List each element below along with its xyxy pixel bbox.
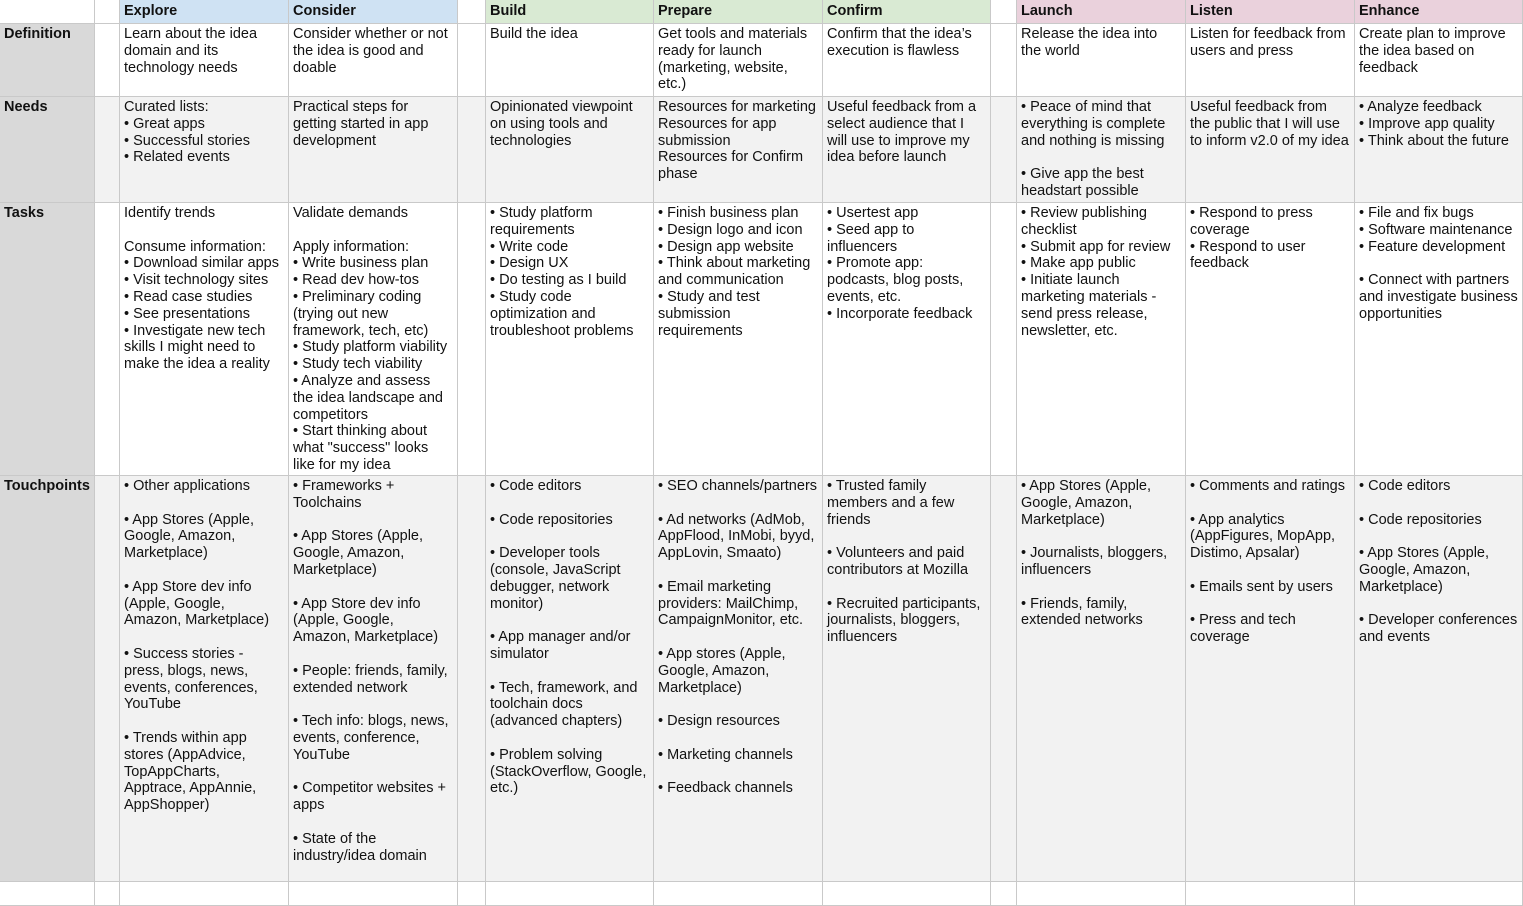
empty-cell[interactable] (991, 882, 1017, 906)
stage-header-confirm[interactable]: Confirm (823, 0, 991, 24)
row-label-definition[interactable]: Definition (0, 24, 95, 97)
empty-cell[interactable] (823, 882, 991, 906)
stage-header-enhance[interactable]: Enhance (1355, 0, 1523, 24)
spacer-cell[interactable] (991, 24, 1017, 97)
empty-cell[interactable] (95, 882, 120, 906)
spacer-cell[interactable] (991, 97, 1017, 203)
empty-cell[interactable] (0, 882, 95, 906)
needs-cell-explore[interactable]: Curated lists: • Great apps • Successful stories • Related events (120, 97, 289, 203)
stage-header-prepare[interactable]: Prepare (654, 0, 823, 24)
empty-cell[interactable] (1017, 882, 1186, 906)
needs-cell-launch[interactable]: • Peace of mind that everything is complete and nothing is missing • Give app the best headstart possible (1017, 97, 1186, 203)
needs-cell-confirm[interactable]: Useful feedback from a select audience that I will use to improve my idea before launch (823, 97, 991, 203)
tasks-cell-confirm[interactable]: • Usertest app • Seed app to influencers • Promote app: podcasts, blog posts, events, etc. • Incorporate feedback (823, 203, 991, 476)
touchpoints-cell-confirm[interactable]: • Trusted family members and a few friends • Volunteers and paid contributors at Mozilla • Recruited participants, journalists, bloggers, influencers (823, 476, 991, 882)
spacer-cell[interactable] (991, 203, 1017, 476)
stage-header-launch[interactable]: Launch (1017, 0, 1186, 24)
empty-cell[interactable] (1186, 882, 1355, 906)
definition-cell-listen[interactable]: Listen for feedback from users and press (1186, 24, 1355, 97)
row-label-touchpoints[interactable]: Touchpoints (0, 476, 95, 882)
needs-cell-consider[interactable]: Practical steps for getting started in app development (289, 97, 458, 203)
spacer-cell[interactable] (458, 24, 486, 97)
touchpoints-cell-launch[interactable]: • App Stores (Apple, Google, Amazon, Marketplace) • Journalists, bloggers, influencers • Friends, family, extended networks (1017, 476, 1186, 882)
corner-cell[interactable] (0, 0, 95, 24)
stage-header-explore[interactable]: Explore (120, 0, 289, 24)
row-label-tasks[interactable]: Tasks (0, 203, 95, 476)
touchpoints-cell-enhance[interactable]: • Code editors • Code repositories • App Stores (Apple, Google, Amazon, Marketplace) • Developer conferences and events (1355, 476, 1523, 882)
touchpoints-cell-prepare[interactable]: • SEO channels/partners • Ad networks (AdMob, AppFlood, InMobi, byyd, AppLovin, Smaato) • Email marketing providers: MailChimp, CampaignMonitor, etc. • App stores (Apple, Google, Amazon, Marketplace) • Design resources • Marketing channels • Feedback channels (654, 476, 823, 882)
spacer-cell[interactable] (95, 97, 120, 203)
tasks-cell-prepare[interactable]: • Finish business plan • Design logo and icon • Design app website • Think about marketing and communication • Study and test submission requirements (654, 203, 823, 476)
tasks-cell-consider[interactable]: Validate demands Apply information: • Write business plan • Read dev how-tos • Preliminary coding (trying out new framework, tech, etc) • Study platform viability • Study tech viability • Analyze and assess the idea landscape and competitors • Start thinking about what "success" looks like for my idea (289, 203, 458, 476)
needs-cell-build[interactable]: Opinionated viewpoint on using tools and technologies (486, 97, 654, 203)
empty-cell[interactable] (1355, 882, 1523, 906)
row-label-needs[interactable]: Needs (0, 97, 95, 203)
stage-header-build[interactable]: Build (486, 0, 654, 24)
definition-cell-consider[interactable]: Consider whether or not the idea is good and doable (289, 24, 458, 97)
tasks-cell-launch[interactable]: • Review publishing checklist • Submit app for review • Make app public • Initiate launch marketing materials - send press release, newsletter, etc. (1017, 203, 1186, 476)
definition-cell-launch[interactable]: Release the idea into the world (1017, 24, 1186, 97)
empty-cell[interactable] (458, 882, 486, 906)
empty-cell[interactable] (120, 882, 289, 906)
spacer-header-cell[interactable] (95, 0, 120, 24)
touchpoints-cell-consider[interactable]: • Frameworks + Toolchains • App Stores (Apple, Google, Amazon, Marketplace) • App Store dev info (Apple, Google, Amazon, Marketplace) • People: friends, family, extended network • Tech info: blogs, news, events, conference, YouTube • Competitor websites + apps • State of the industry/idea domain (289, 476, 458, 882)
stage-header-listen[interactable]: Listen (1186, 0, 1355, 24)
touchpoints-cell-listen[interactable]: • Comments and ratings • App analytics (AppFigures, MopApp, Distimo, Apsalar) • Emails sent by users • Press and tech coverage (1186, 476, 1355, 882)
touchpoints-cell-explore[interactable]: • Other applications • App Stores (Apple, Google, Amazon, Marketplace) • App Store dev info (Apple, Google, Amazon, Marketplace) • Success stories - press, blogs, news, events, conferences, YouTube • Trends within app stores (AppAdvice, TopAppCharts, Apptrace, AppAnnie, AppShopper) (120, 476, 289, 882)
definition-cell-explore[interactable]: Learn about the idea domain and its technology needs (120, 24, 289, 97)
tasks-cell-explore[interactable]: Identify trends Consume information: • Download similar apps • Visit technology sites • Read case studies • See presentations • Investigate new tech skills I might need to make the idea a reality (120, 203, 289, 476)
tasks-cell-enhance[interactable]: • File and fix bugs • Software maintenance • Feature development • Connect with partners and investigate business opportunities (1355, 203, 1523, 476)
spacer-cell[interactable] (95, 476, 120, 882)
spacer-cell[interactable] (95, 24, 120, 97)
definition-cell-enhance[interactable]: Create plan to improve the idea based on feedback (1355, 24, 1523, 97)
spacer-cell[interactable] (95, 203, 120, 476)
spacer-header-cell[interactable] (991, 0, 1017, 24)
tasks-cell-build[interactable]: • Study platform requirements • Write code • Design UX • Do testing as I build • Study code optimization and troubleshoot problems (486, 203, 654, 476)
empty-cell[interactable] (486, 882, 654, 906)
tasks-cell-listen[interactable]: • Respond to press coverage • Respond to user feedback (1186, 203, 1355, 476)
empty-cell[interactable] (654, 882, 823, 906)
needs-cell-enhance[interactable]: • Analyze feedback • Improve app quality • Think about the future (1355, 97, 1523, 203)
definition-cell-build[interactable]: Build the idea (486, 24, 654, 97)
spacer-cell[interactable] (458, 203, 486, 476)
touchpoints-cell-build[interactable]: • Code editors • Code repositories • Developer tools (console, JavaScript debugger, network monitor) • App manager and/or simulator • Tech, framework, and toolchain docs (advanced chapters) • Problem solving (StackOverflow, Google, etc.) (486, 476, 654, 882)
spacer-header-cell[interactable] (458, 0, 486, 24)
stage-header-consider[interactable]: Consider (289, 0, 458, 24)
definition-cell-prepare[interactable]: Get tools and materials ready for launch (marketing, website, etc.) (654, 24, 823, 97)
definition-cell-confirm[interactable]: Confirm that the idea’s execution is flawless (823, 24, 991, 97)
spacer-cell[interactable] (458, 97, 486, 203)
spacer-cell[interactable] (991, 476, 1017, 882)
spacer-cell[interactable] (458, 476, 486, 882)
needs-cell-listen[interactable]: Useful feedback from the public that I will use to inform v2.0 of my idea (1186, 97, 1355, 203)
needs-cell-prepare[interactable]: Resources for marketing Resources for app submission Resources for Confirm phase (654, 97, 823, 203)
empty-cell[interactable] (289, 882, 458, 906)
